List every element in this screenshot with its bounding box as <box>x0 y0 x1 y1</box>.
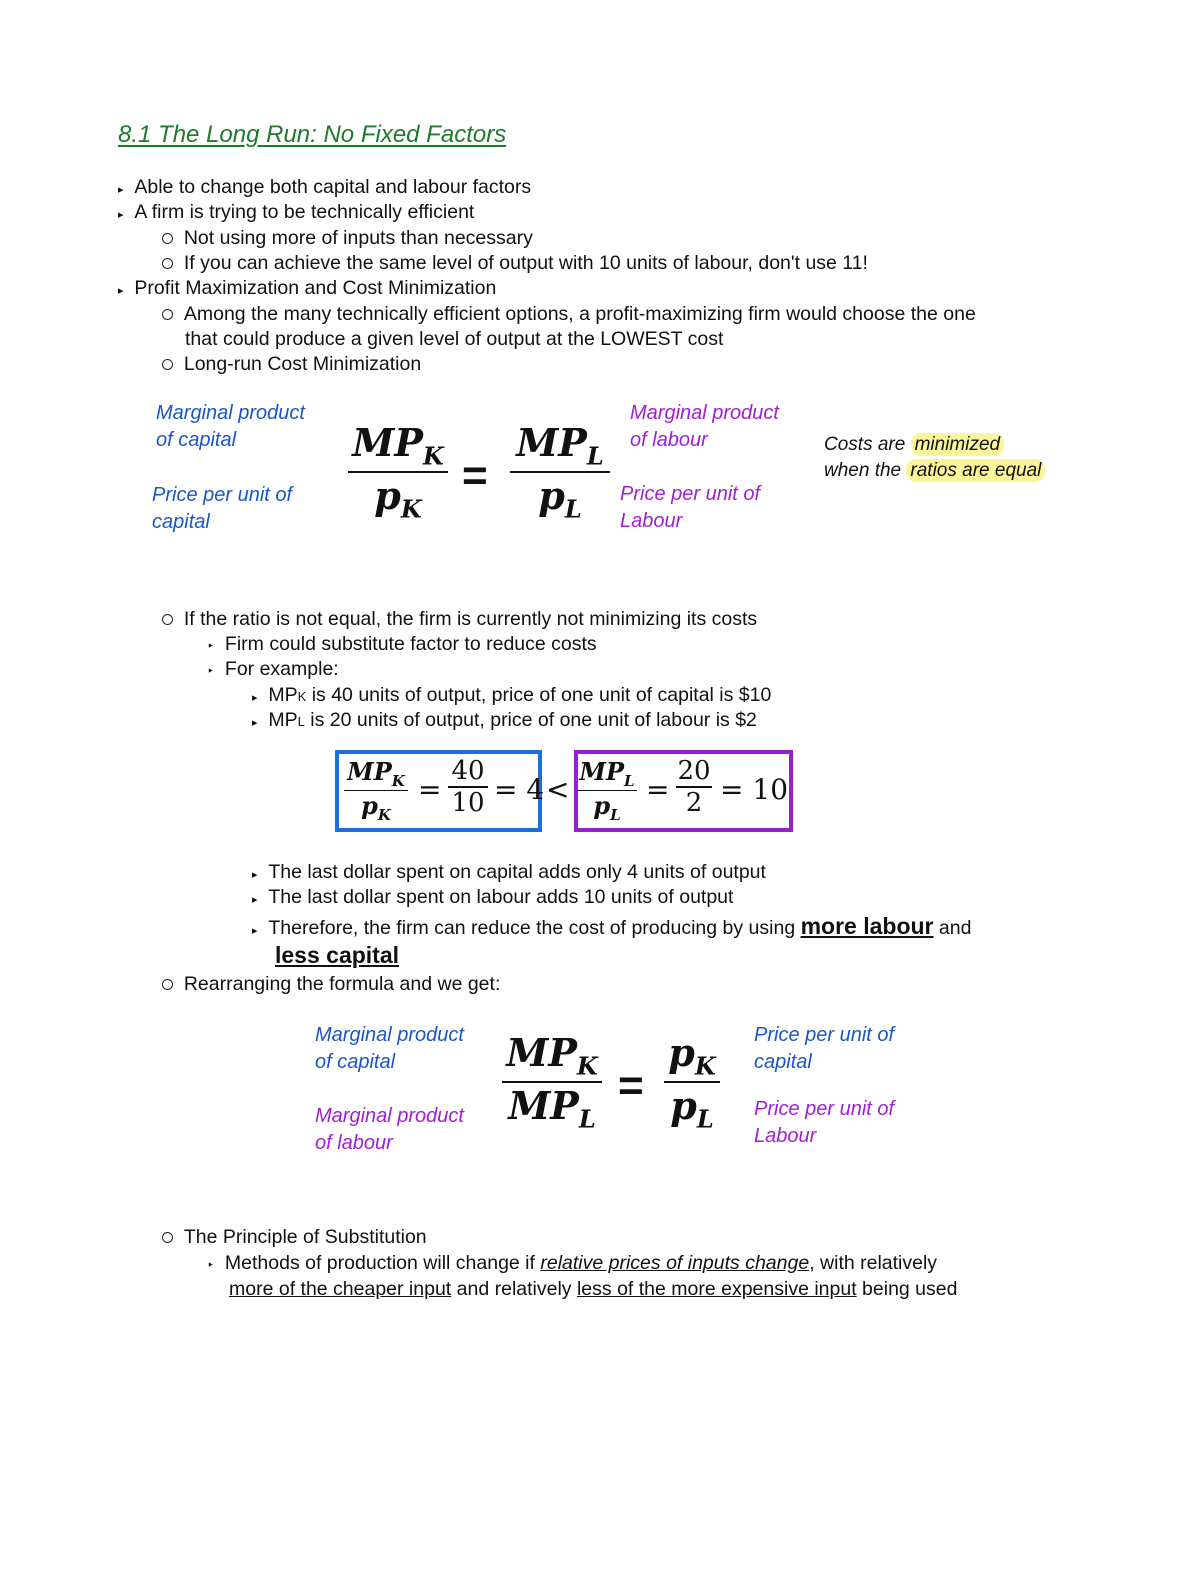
bullet-icon: ▸ <box>118 285 124 297</box>
list-item: Rearranging the formula and we get: <box>162 973 500 996</box>
equals-sign: = <box>462 451 488 500</box>
circle-bullet-icon <box>162 258 173 269</box>
equals-sign: = <box>646 773 670 806</box>
bullet-icon: ▸ <box>252 925 258 937</box>
list-item: ▸ Able to change both capital and labour factors <box>118 176 532 198</box>
list-item: ▸ The last dollar spent on labour adds 10 units of output <box>252 886 734 908</box>
highlight: ratios are equal <box>906 459 1045 482</box>
list-item: Not using more of inputs than necessary <box>162 227 533 250</box>
highlight: minimized <box>911 433 1005 456</box>
list-item: If you can achieve the same level of output with 10 units of labour, don't use 11! <box>162 252 868 275</box>
list-item: ▸ Profit Maximization and Cost Minimization <box>118 277 497 299</box>
list-item: Long-run Cost Minimization <box>162 353 421 376</box>
fraction-mpk-pk: $MP_K$ $p_K$ <box>348 420 448 523</box>
less-than-sign: < <box>546 773 570 806</box>
list-item: ▸ The last dollar spent on capital adds only 4 units of output <box>252 861 766 883</box>
bullet-icon: ▸ <box>118 184 124 196</box>
fraction-mpk-pk-small: $MP_K$ $p_K$ <box>344 757 408 824</box>
annotation-mpk: Marginal product of capital <box>156 402 305 451</box>
list-item-continuation: that could produce a given level of output at the LOWEST cost <box>185 328 724 350</box>
emphasis-more-labour: more labour <box>800 913 934 939</box>
list-item: ‣ For example: <box>207 658 339 680</box>
list-item: If the ratio is not equal, the firm is currently not minimizing its costs <box>162 608 757 631</box>
fraction-pk-pl: $p_K$ $p_L$ <box>664 1030 720 1133</box>
annotation-mpl: Marginal product of labour <box>315 1105 464 1154</box>
circle-bullet-icon <box>162 1232 173 1243</box>
bullet-icon: ▸ <box>252 869 258 881</box>
annotation-mpl: Marginal product of labour <box>630 402 779 451</box>
list-item: ‣ Firm could substitute factor to reduce costs <box>207 633 597 655</box>
emphasis-relative-prices: relative prices of inputs change <box>540 1252 810 1274</box>
list-item: ‣ Methods of production will change if relative prices of inputs change, with relatively <box>207 1252 938 1274</box>
bullet-icon: ▸ <box>118 209 124 221</box>
emphasis-expensive-input: less of the more expensive input <box>576 1278 857 1300</box>
annotation-pk: Price per unit of capital <box>754 1024 895 1073</box>
bullet-icon: ▸ <box>252 894 258 906</box>
list-item: Among the many technically efficient options, a profit-maximizing firm would choose the one <box>162 303 976 326</box>
fraction-mpl-pl-small: $MP_L$ $p_L$ <box>577 757 637 824</box>
equals-sign: = <box>418 773 442 806</box>
capital-result: = 4 <box>494 773 545 806</box>
cost-note: Costs are minimized when the ratios are equal <box>824 432 1045 483</box>
list-item: The Principle of Substitution <box>162 1226 427 1249</box>
annotation-pl: Price per unit of Labour <box>754 1098 895 1147</box>
annotation-mpk: Marginal product of capital <box>315 1024 464 1073</box>
fraction-40-10: 40 10 <box>448 756 488 818</box>
arrow-bullet-icon: ‣ <box>207 639 215 653</box>
bullet-icon: ▸ <box>252 692 258 704</box>
fraction-mpk-mpl: $MP_K$ $MP_L$ <box>502 1030 602 1133</box>
circle-bullet-icon <box>162 614 173 625</box>
circle-bullet-icon <box>162 359 173 370</box>
annotation-pl: Price per unit of Labour <box>620 483 761 532</box>
list-item: ▸ MPK is 40 units of output, price of one unit of capital is $10 <box>252 684 772 706</box>
equals-sign: = <box>618 1061 644 1110</box>
emphasis-less-capital: less capital <box>275 942 400 968</box>
circle-bullet-icon <box>162 979 173 990</box>
page-title: 8.1 The Long Run: No Fixed Factors <box>118 121 507 148</box>
emphasis-cheaper-input: more of the cheaper input <box>229 1278 452 1300</box>
labour-result: = 10 <box>720 773 789 806</box>
annotation-pk: Price per unit of capital <box>152 484 293 533</box>
bullet-icon: ▸ <box>252 717 258 729</box>
arrow-bullet-icon: ‣ <box>207 664 215 678</box>
circle-bullet-icon <box>162 309 173 320</box>
list-item: ▸ A firm is trying to be technically efficient <box>118 201 475 223</box>
fraction-20-2: 20 2 <box>677 756 711 818</box>
list-item: ▸ Therefore, the firm can reduce the cost of producing by using more labour and <box>252 913 972 939</box>
list-item-continuation: more of the cheaper input and relatively less of the more expensive input being used <box>229 1278 958 1300</box>
list-item: ▸ MPL is 20 units of output, price of one unit of labour is $2 <box>252 709 757 731</box>
fraction-mpl-pl: $MP_L$ $p_L$ <box>510 420 610 523</box>
circle-bullet-icon <box>162 233 173 244</box>
arrow-bullet-icon: ‣ <box>207 1258 215 1272</box>
